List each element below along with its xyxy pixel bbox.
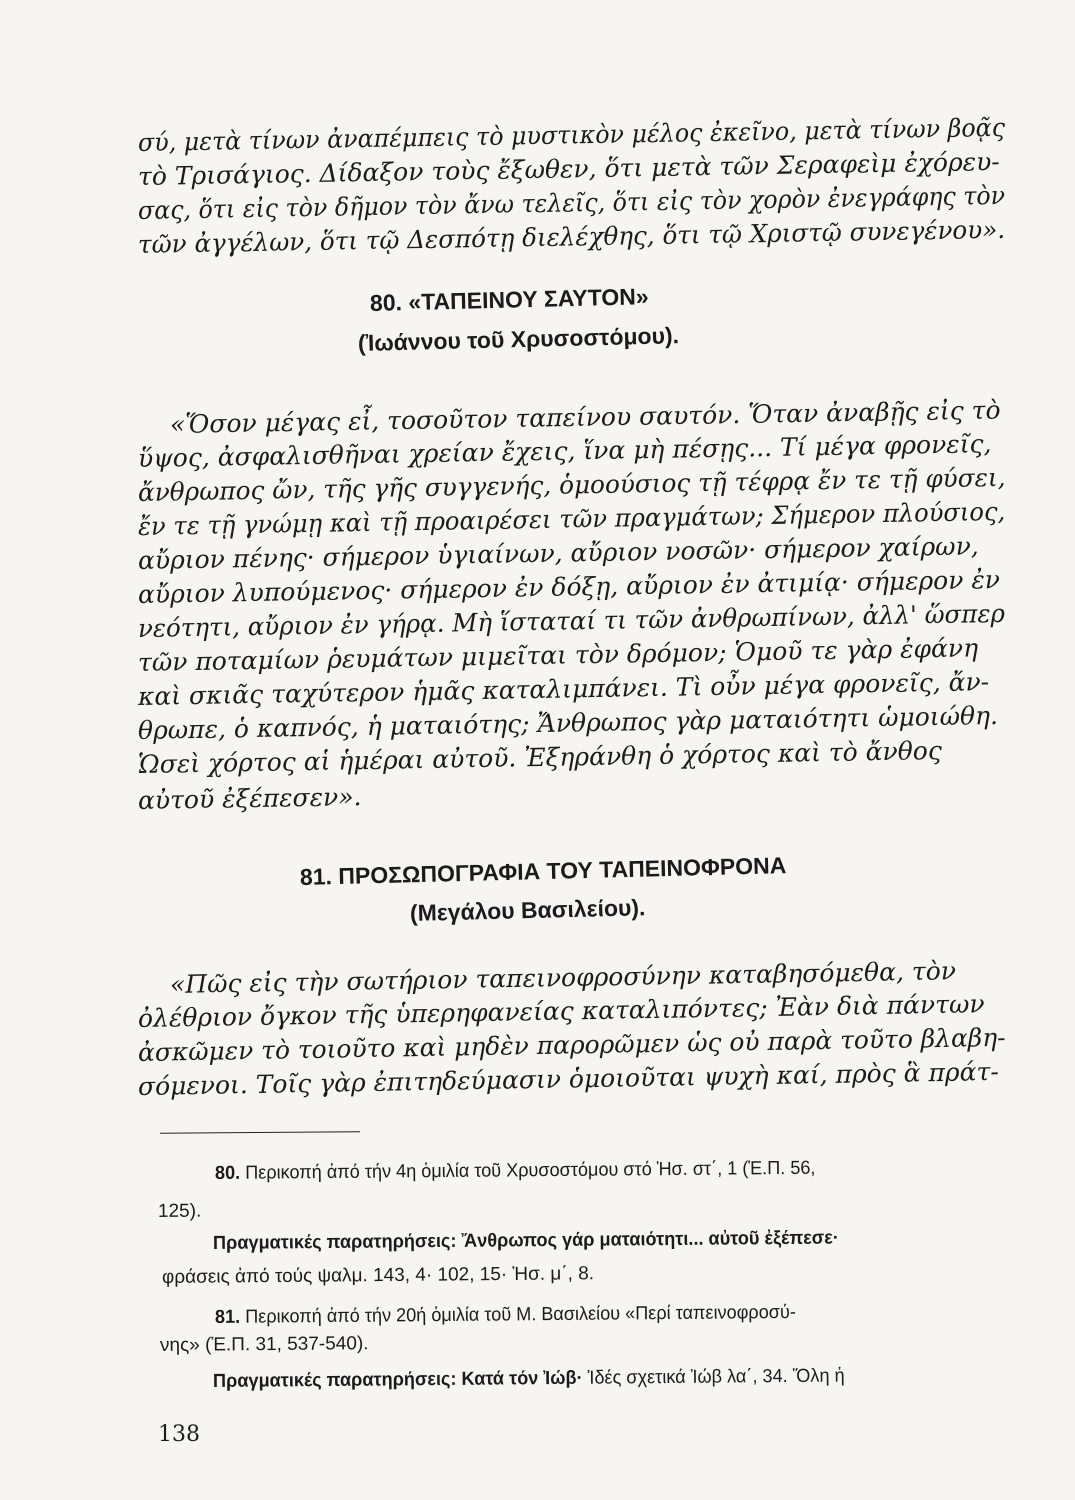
footnote-number: 81. [214,1306,241,1328]
text-line: ἀσκῶμεν τὸ τοιοῦτο καὶ μηδὲν παρορῶμεν ὡς οὐ παρὰ τοῦτο βλαβη- [137,1022,1006,1067]
section-81-subtitle: (Μεγάλου Βασιλείου). [409,894,646,926]
footnote-text: Περικοπή ἀπό τήν 4η ὁμιλία τοῦ Χρυσοστόμου στό Ἡσ. στ΄, 1 (Ἑ.Π. 56, [245,1157,816,1184]
text-line: αὐτοῦ ἐξέπεσεν». [137,782,362,815]
text-line: ὀλέθριον ὄγκον τῆς ὑπερηφανείας καταλιπόντες; Ἐὰν διὰ πάντων [137,989,985,1033]
footnote-80-notes [213,1225,1005,1256]
text-line: τῶν ποταμίων ῥευμάτων μιμεῖται τὸν δρόμον; Ὁμοῦ τε γὰρ ἐφάνη [137,633,979,677]
text-line: σύ, μετὰ τίνων ἀναπέμπεις τὸ μυστικὸν μέλος ἐκεῖνο, μετὰ τίνων βοᾷς [137,112,1006,157]
footnote-80-cont: 125). [157,1200,202,1222]
text-line: ἄνθρωπος ὤν, τῆς γῆς συγγενής, ὁμοούσιος τῇ τέφρᾳ ἔν τε τῇ φύσει, [137,462,1006,507]
section-80-title: 80. «ΤΑΠΕΙΝΟΥ ΣΑΥΤΟΝ» [369,283,649,316]
text-line: ὕψος, ἀσφαλισθῆναι χρείαν ἔχεις, ἵνα μὴ πέσῃς... Τί μέγα φρονεῖς, [137,429,992,473]
notes-label: Πραγματικές παρατηρήσεις: [212,1368,457,1392]
text-line: «Πῶς εἰς τὴν σωτήριον ταπεινοφροσύνην καταβησόμεθα, τὸν [169,956,957,999]
footnote-81-notes [213,1363,1005,1394]
footnote-80-refs: φράσεις ἀπό τούς ψαλμ. 143, 4· 102, 15· Ἡσ. μ΄, 8. [161,1263,595,1288]
notes-text: Ἰδές σχετικά Ἰώβ λα΄, 34. Ὅλη ἡ [587,1365,845,1389]
footnote-81 [215,1299,1005,1330]
footnote-text: Περικοπή ἀπό τήν 20ή ὁμιλία τοῦ Μ. Βασιλείου «Περί ταπεινοφροσύ- [245,1301,796,1328]
text-line: νεότητι, αὔριον ἐν γήρᾳ. Μὴ ἵσταταί τι τῶν ἀνθρωπίνων, ἀλλ' ὥσπερ [137,598,1006,643]
notes-ref: Κατά τόν Ἰώβ· [461,1367,583,1390]
section-80-subtitle: (Ἰωάννου τοῦ Χρυσοστόμου). [357,322,680,356]
notes-label: Πραγματικές παρατηρήσεις: [212,1230,457,1254]
footnote-separator [160,1131,360,1133]
text-line: Ὡσεὶ χόρτος αἱ ἡμέραι αὐτοῦ. Ἐξηράνθη ὁ χόρτος καὶ τὸ ἄνθος [137,735,943,779]
text-line: «Ὅσον μέγας εἶ, τοσοῦτον ταπείνου σαυτόν. Ὅταν ἀναβῇς εἰς τὸ [169,395,1001,439]
text-line: σας, ὅτι εἰς τὸν δῆμον τὸν ἄνω τελεῖς, ὅτι εἰς τὸν χορὸν ἐνεγράφης τὸν [137,180,1006,225]
text-line: ἔν τε τῇ γνώμῃ καὶ τῇ προαιρέσει τῶν πραγμάτων; Σήμερον πλούσιος, [137,496,1006,541]
text-line: καὶ σκιᾶς ταχύτερον ἡμᾶς καταλιμπάνει. Τὶ οὖν μέγα φρονεῖς, ἄν- [137,667,990,711]
footnote-80 [215,1155,1005,1186]
text-line: αὔριον λυπούμενος· σήμερον ἐν δόξῃ, αὔριον ἐν ἀτιμίᾳ· σήμερον ἐν [137,564,1001,609]
text-line: θρωπε, ὁ καπνός, ἡ ματαιότης; Ἄνθρωπος γὰρ ματαιότητι ὡμοιώθη. [137,700,999,745]
text-line: σόμενοι. Τοῖς γὰρ ἐπιτηδεύμασιν ὁμοιοῦται ψυχὴ καί, πρὸς ἃ πράτ- [137,1056,1000,1101]
footnote-number: 80. [214,1162,241,1184]
notes-quote: Ἄνθρωπος γάρ ματαιότητι... αὐτοῦ ἐξέπεσε· [461,1227,839,1252]
text-line: τῶν ἀγγέλων, ὅτι τῷ Δεσπότῃ διελέχθης, ὅτι τῷ Χριστῷ συνεγένου». [137,214,1006,259]
text-line: τὸ Τρισάγιος. Δίδαξον τοὺς ἔξωθεν, ὅτι μετὰ τῶν Σεραφεὶμ ἐχόρευ- [137,146,1000,191]
footnote-81-cont: νης» (Ἑ.Π. 31, 537-540). [159,1333,369,1356]
text-line: αὔριον πένης· σήμερον ὑγιαίνων, αὔριον νοσῶν· σήμερον χαίρων, [137,531,979,575]
page-number: 138 [158,1422,200,1447]
section-81-title: 81. ΠΡΟΣΩΠΟΓΡΑΦΙΑ ΤΟΥ ΤΑΠΕΙΝΟΦΡΟΝΑ [299,852,787,890]
